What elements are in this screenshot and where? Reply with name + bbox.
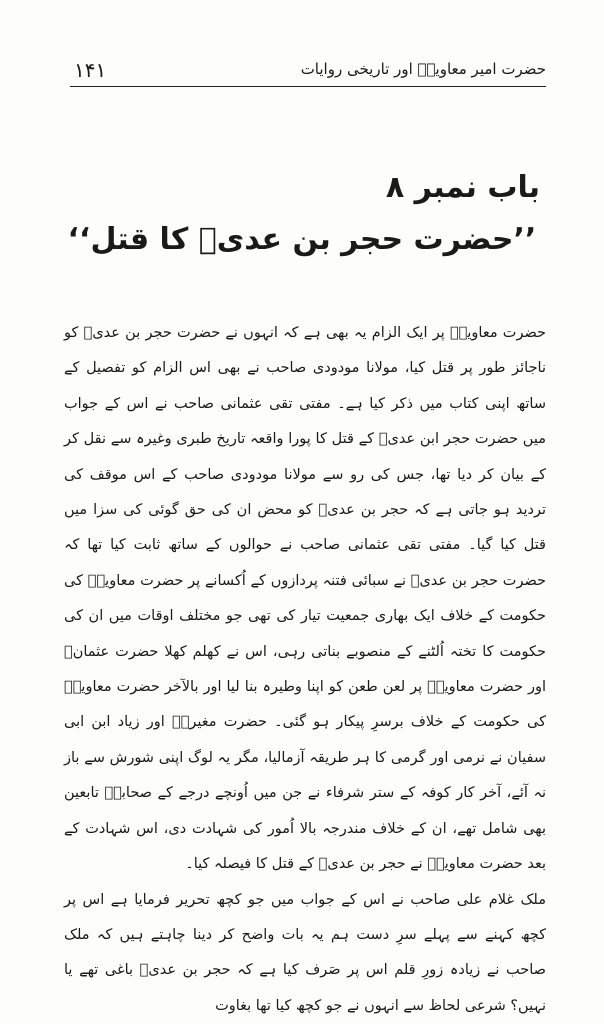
chapter-title: ’’حضرت حجر بن عدیؓ کا قتل‘‘ [67,222,537,257]
page-number: ۱۴۱ [74,58,107,82]
paragraph: ملک غلام علی صاحب نے اس کے جواب میں جو کچھ تحریر فرمایا ہے اس پر کچھ کہنے سے پہلے سرِ دست ہم یہ بات واضح کر دینا چاہتے ہیں کہ ملک صاحب نے زیادہ زورِ قلم اس پر صَرف کیا ہے کہ حجر بن عدیؓ باغی تھے یا نہیں؟ شرعی لحاظ سے انہوں نے جو کچھ کیا تھا بغاوت [64,891,546,1014]
paragraph: حضرت معاویہؓ پر ایک الزام یہ بھی ہے کہ انہوں نے حضرت حجر بن عدیؓ کو ناجائز طور پر قتل کیا، مولانا مودودی صاحب نے بھی اس الزام کو تفصیل کے ساتھ اپنی کتاب میں ذکر کیا ہے۔ مفتی تقی عثمانی صاحب نے اس کے جواب میں حضرت حجر ابن عدیؓ کے قتل کا پورا واقعہ تاریخ طبری وغیرہ سے نقل کر کے بیان کر دیا تھا، جس کی رو سے مولانا مودودی صاحب کے اس موقف کی تردید ہو جاتی ہے کہ حجر بن عدیؓ کو محض ان کی حق گوئی کی سزا میں قتل کیا گیا۔ مفتی تقی عثمانی صاحب نے حوالوں کے ساتھ ثابت کیا تھا کہ حضرت حجر بن عدیؓ نے سبائی فتنہ پردازوں کے اُکسانے پر حضرت معاویہؓ کی حکومت کے خلاف ایک بھاری جمعیت تیار کی تھی جو مختلف اوقات میں ان کی حکومت کا تختہ اُلٹنے کے منصوبے بناتی رہی، اس نے کھلم کھلا حضرت عثمانؓ اور حضرت معاویہؓ پر لعن طعن کو اپنا وطیرہ بنا لیا اور بالآخر حضرت معاویہؓ کی حکومت کے خلاف برسرِ پیکار ہو گئی۔ حضرت مغیرہؓ اور زیاد ابن ابی سفیان نے نرمی اور گرمی کا ہر طریقہ آزمالیا، مگر یہ لوگ اپنی شورش سے باز نہ آئے، آخر کار کوفہ کے ستر شرفاء نے جن میں اُونچے درجے کے صحابہؓ تابعین بھی شامل تھے، ان کے خلاف مندرجہ بالا اُمور کی شہادت دی، اس شہادت کے بعد حضرت معاویہؓ نے حجر بن عدیؓ کے قتل کا فیصلہ کیا۔ [64,325,546,873]
running-header-title: حضرت امیر معاویہؓ اور تاریخی روایات [300,60,546,78]
chapter-number: باب نمبر ۸ [385,170,540,205]
body-text [64,316,546,1024]
running-header [70,56,546,87]
